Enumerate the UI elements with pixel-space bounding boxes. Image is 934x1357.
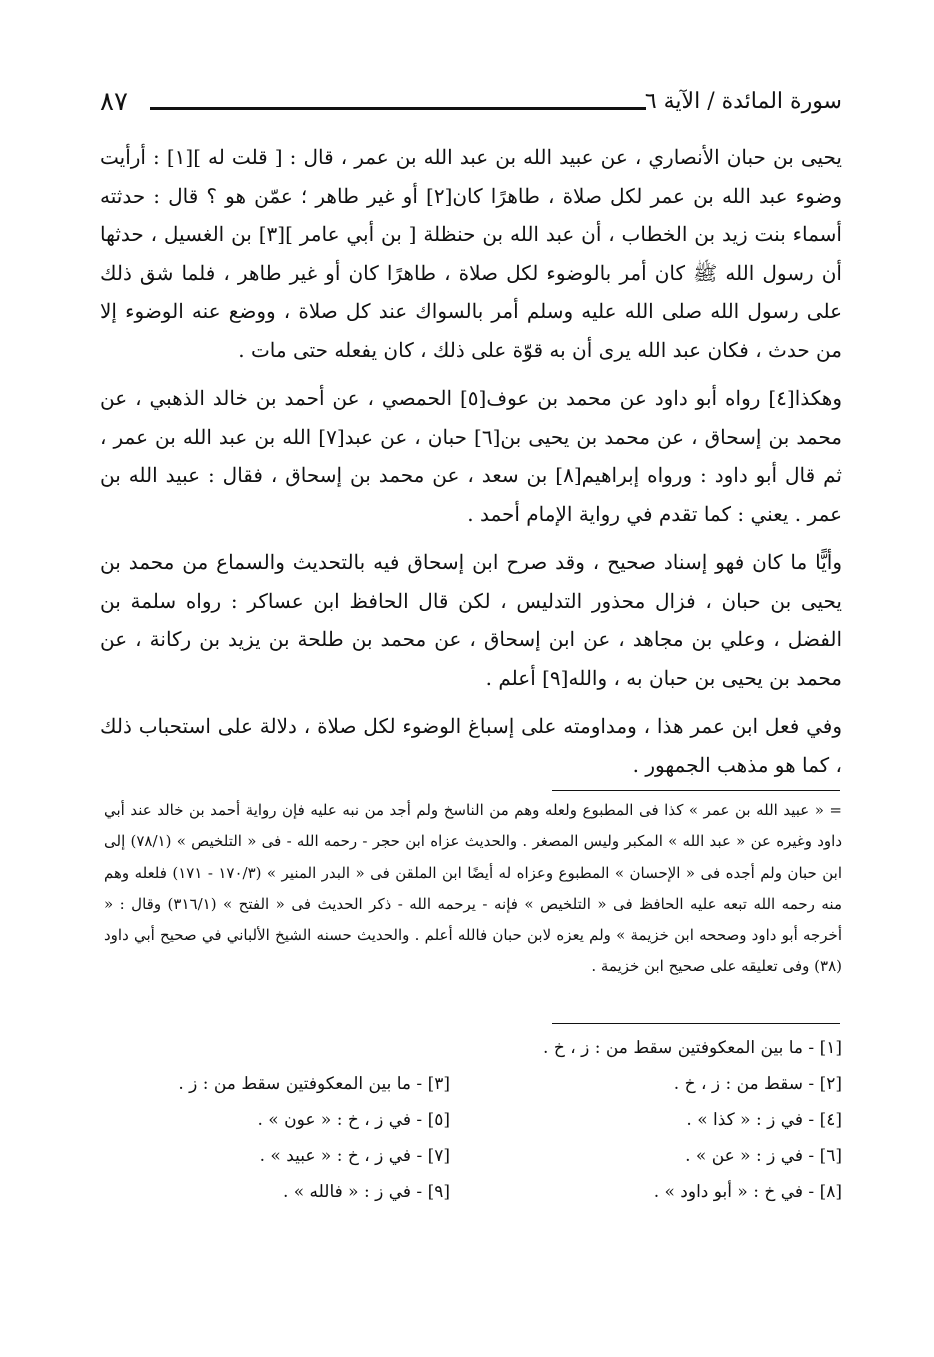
variant-note: [٤] - في ز : « كذا » . (686, 1110, 842, 1130)
footnote-continuation-text: = « عبيد الله بن عمر » كذا فى المطبوع ولعله وهم من الناسخ ولم أجد من نبه عليه فإن رواية أحمد بن خالد عند أبي داود وغيره عن « عبد الله » المكبر وليس المصغر . والحديث عزاه ابن حجر - رحمه الله - فى « التلخيص » (٧٨/١) إلى ابن حبان ولم أجده فى « الإحسان » المطبوع وعزاه له أيضًا ابن الملقن فى « البدر المنير » (١٧٠/٣ - ١٧١) فلعله وهم منه رحمه الله تبعه عليه الحافظ فى « التلخيص » فإنه - يرحمه الله - ذكر الحديث فى « الفتح » (٣١٦/١) وقال : « أخرجه أبو داود وصححه ابن خزيمة » ولم يعزه لابن حبان فالله أعلم . والحديث حسنه الشيخ الألباني في صحيح أبي داود (٣٨) وفى تعليقه على صحيح ابن خزيمة . (104, 801, 843, 976)
paragraph: وهكذا[٤] رواه أبو داود عن محمد بن عوف[٥] الحمصي ، عن أحمد بن خالد الذهبي ، عن محمد بن إسحاق ، عن محمد بن يحيى بن[٦] حبان ، عن عبد[٧] الله بن عبد الله بن عمر ، ثم قال أبو داود : ورواه إبراهيم[٨] بن سعد ، عن محمد بن إسحاق ، فقال : عبيد الله بن عمر . يعني : كما تقدم في رواية الإمام أحمد . (100, 386, 842, 526)
variant-note: [٩] - في ز : « فالله » . (282, 1182, 450, 1202)
footnote-divider (552, 790, 840, 791)
variant-note: [٧] - في ز ، خ : « عبيد » . (259, 1146, 450, 1166)
variant-note: [٣] - ما بين المعكوفتين سقط من : ز . (178, 1074, 450, 1094)
page-number: ٨٧ (100, 87, 128, 117)
variant-note: [١] - ما بين المعكوفتين سقط من : ز ، خ . (543, 1038, 842, 1058)
paragraph: يحيى بن حبان الأنصاري ، عن عبيد الله بن عبد الله بن عمر ، قال : [ قلت له ][١] : أرأيت وضوء عبد الله بن عمر لكل صلاة ، طاهرًا كان[٢] أو غير طاهر ؛ عمّن هو ؟ قال : حدثته أسماء بنت زيد بن الخطاب ، أن عبد الله بن حنظلة [ بن أبي عامر ][٣] بن الغسيل ، حدثها أن رسول الله ﷺ كان أمر بالوضوء لكل صلاة ، طاهرًا كان أو غير طاهر ، فلما شق ذلك على رسول الله صلى الله عليه وسلم أمر بالسواك عند كل صلاة ، ووضع عنه الوضوء إلا من حدث ، فكان عبد الله يرى أن به قوّة على ذلك ، كان يفعله حتى مات . (100, 145, 842, 362)
notes-divider (552, 1023, 840, 1024)
variant-note: [٥] - في ز ، خ : « عون » . (257, 1110, 450, 1130)
variant-note: [٨] - في خ : « أبو داود » . (653, 1182, 842, 1202)
page-header (100, 82, 842, 122)
variant-note: [٦] - في ز : « عن » . (685, 1146, 842, 1166)
footnote-continuation (104, 795, 842, 983)
running-title: سورة المائدة / الآية ٦ (644, 89, 842, 114)
paragraph: وأيًّا ما كان فهو إسناد صحيح ، وقد صرح ابن إسحاق فيه بالتحديث والسماع من محمد بن يحيى بن حبان ، فزال محذور التدليس ، لكن قال الحافظ ابن عساكر : رواه سلمة بن الفضل ، وعلي بن مجاهد ، عن ابن إسحاق ، عن محمد بن طلحة بن يزيد بن ركانة ، عن محمد بن يحيى بن حبان به ، والله[٩] أعلم . (100, 550, 842, 690)
header-rule (150, 107, 646, 110)
paragraph: وفي فعل ابن عمر هذا ، ومداومته على إسباغ الوضوء لكل صلاة ، دلالة على استحباب ذلك ، كما هو مذهب الجمهور . (100, 714, 842, 777)
variant-note: [٢] - سقط من : ز ، خ . (673, 1074, 842, 1094)
main-text (100, 138, 842, 784)
variant-notes (100, 1030, 842, 1210)
